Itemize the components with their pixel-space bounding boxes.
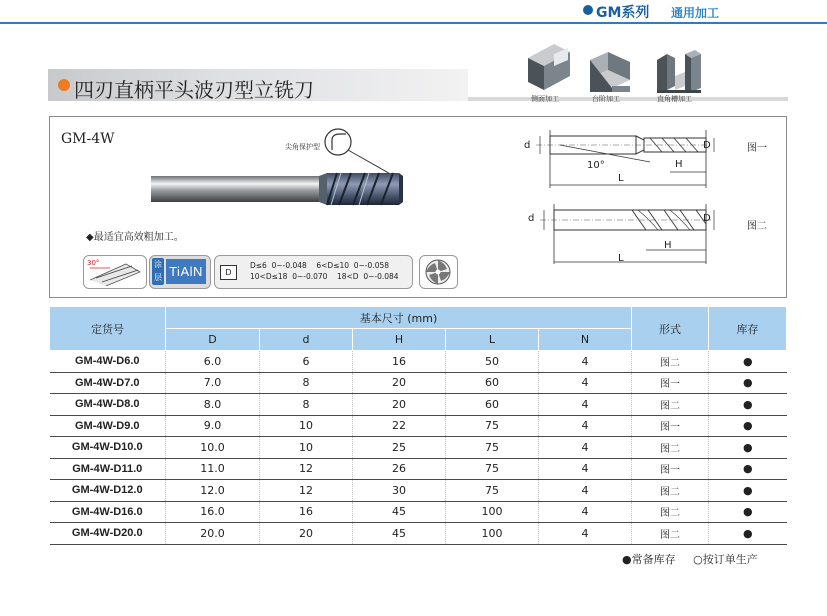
column-header-N: N	[539, 329, 632, 351]
cell-stock: ●	[709, 415, 787, 437]
figure1-label: 图一	[747, 143, 767, 154]
cell-L: 75	[446, 437, 539, 459]
shape-label-slot: 直角槽加工	[657, 95, 692, 103]
cell-L: 75	[446, 480, 539, 502]
cell-d: 6	[260, 351, 353, 373]
cell-code: GM-4W-D12.0	[50, 480, 166, 502]
cell-L: 60	[446, 394, 539, 416]
cell-H: 30	[353, 480, 446, 502]
cell-d: 8	[260, 394, 353, 416]
cell-L: 75	[446, 458, 539, 480]
figure1-L-label: L	[618, 173, 624, 184]
cell-D: 16.0	[166, 501, 260, 523]
flute-count-badge	[419, 255, 458, 289]
column-header-d: d	[260, 329, 353, 351]
legend-made-to-order: ○按订单生产	[693, 553, 758, 566]
cell-d: 8	[260, 372, 353, 394]
cell-D: 8.0	[166, 394, 260, 416]
title-bullet-icon	[58, 79, 70, 91]
series-bullet-icon	[583, 5, 593, 15]
series-subtitle: 通用加工	[671, 6, 720, 20]
cell-H: 25	[353, 437, 446, 459]
cell-code: GM-4W-D9.0	[50, 415, 166, 437]
cell-code: GM-4W-D7.0	[50, 372, 166, 394]
page-title: 四刃直柄平头波刃型立铣刀	[74, 78, 314, 102]
cell-code: GM-4W-D10.0	[50, 437, 166, 459]
cell-N: 4	[539, 415, 632, 437]
cell-stock: ●	[709, 351, 787, 373]
table-row	[50, 415, 787, 437]
cell-code: GM-4W-D16.0	[50, 501, 166, 523]
code-column-header: 定货号	[50, 307, 166, 351]
cell-form: 图二	[632, 394, 709, 416]
cell-d: 20	[260, 523, 353, 545]
slot-milling-icon	[655, 46, 703, 94]
cell-d: 16	[260, 501, 353, 523]
cell-stock: ●	[709, 480, 787, 502]
coating-badge	[149, 255, 211, 289]
cell-D: 11.0	[166, 458, 260, 480]
helix-angle-badge	[83, 255, 147, 289]
table-row	[50, 501, 787, 523]
table-row	[50, 372, 787, 394]
table-row	[50, 437, 787, 459]
cell-D: 6.0	[166, 351, 260, 373]
cell-D: 12.0	[166, 480, 260, 502]
stock-column-header: 库存	[709, 307, 787, 351]
cell-stock: ●	[709, 437, 787, 459]
cell-L: 75	[446, 415, 539, 437]
cell-D: 20.0	[166, 523, 260, 545]
series-name: GM系列	[596, 5, 650, 21]
figure2-L-label: L	[618, 253, 624, 264]
cell-stock: ●	[709, 458, 787, 480]
figure1-d-label: d	[524, 140, 531, 151]
cell-stock: ●	[709, 523, 787, 545]
step-milling-icon	[586, 46, 634, 94]
cell-L: 60	[446, 372, 539, 394]
cell-L: 100	[446, 523, 539, 545]
cell-form: 图二	[632, 523, 709, 545]
cell-N: 4	[539, 372, 632, 394]
cell-code: GM-4W-D8.0	[50, 394, 166, 416]
column-header-L: L	[446, 329, 539, 351]
cell-code: GM-4W-D6.0	[50, 351, 166, 373]
stock-legend	[622, 551, 758, 567]
spec-table	[49, 306, 787, 545]
figure2-d-label: d	[528, 213, 535, 224]
cell-H: 45	[353, 523, 446, 545]
legend-in-stock: ●常备库存	[622, 553, 676, 566]
cell-H: 16	[353, 351, 446, 373]
shape-label-side: 侧面加工	[531, 95, 559, 103]
cell-D: 10.0	[166, 437, 260, 459]
side-milling-icon	[524, 40, 572, 94]
figure2-label: 图二	[747, 221, 767, 232]
cell-form: 图二	[632, 437, 709, 459]
form-column-header: 形式	[632, 307, 709, 351]
table-row	[50, 523, 787, 545]
cell-stock: ●	[709, 501, 787, 523]
figure2-D-label: D	[703, 213, 711, 224]
tolerance-symbol: D	[220, 265, 237, 280]
cell-L: 50	[446, 351, 539, 373]
dimension-group-header: 基本尺寸 (mm)	[166, 307, 632, 329]
table-row	[50, 458, 787, 480]
cell-form: 图一	[632, 415, 709, 437]
cell-N: 4	[539, 501, 632, 523]
cell-D: 7.0	[166, 372, 260, 394]
coating-cn-label: 涂层	[152, 258, 164, 285]
cell-N: 4	[539, 480, 632, 502]
column-header-H: H	[353, 329, 446, 351]
figure1-drawing	[520, 122, 720, 202]
coating-name: TiAlN	[166, 259, 206, 284]
table-row	[50, 351, 787, 373]
spec-table-body	[50, 351, 787, 545]
cell-form: 图二	[632, 480, 709, 502]
cell-H: 26	[353, 458, 446, 480]
cell-stock: ●	[709, 394, 787, 416]
cell-d: 12	[260, 458, 353, 480]
cell-d: 10	[260, 437, 353, 459]
cell-N: 4	[539, 394, 632, 416]
shape-label-step: 台阶加工	[592, 95, 620, 103]
figure1-D-label: D	[703, 140, 711, 151]
cell-D: 9.0	[166, 415, 260, 437]
cell-H: 20	[353, 394, 446, 416]
cell-H: 22	[353, 415, 446, 437]
cell-code: GM-4W-D11.0	[50, 458, 166, 480]
cell-d: 10	[260, 415, 353, 437]
cell-H: 45	[353, 501, 446, 523]
cell-stock: ●	[709, 372, 787, 394]
figure1-H-label: H	[675, 159, 683, 170]
cell-form: 图一	[632, 458, 709, 480]
cell-code: GM-4W-D20.0	[50, 523, 166, 545]
cell-N: 4	[539, 523, 632, 545]
tolerance-badge	[214, 255, 413, 289]
cell-form: 图二	[632, 501, 709, 523]
feature-note: ◆最适宜高效粗加工。	[86, 232, 184, 243]
table-row	[50, 480, 787, 502]
four-flute-icon	[423, 257, 453, 287]
cell-L: 100	[446, 501, 539, 523]
cell-H: 20	[353, 372, 446, 394]
figure2-H-label: H	[664, 240, 672, 251]
figure1-angle-label: 10°	[587, 160, 605, 171]
cell-d: 12	[260, 480, 353, 502]
tolerance-line-1: D≤6 0~-0.048 6<D≤10 0~-0.058	[250, 261, 390, 270]
cell-N: 4	[539, 458, 632, 480]
end-mill-photo	[151, 170, 411, 210]
column-header-D: D	[166, 329, 260, 351]
table-row	[50, 394, 787, 416]
tolerance-line-2: 10<D≤18 0~-0.070 18<D 0~-0.084	[250, 272, 399, 281]
cell-N: 4	[539, 437, 632, 459]
cell-form: 图一	[632, 372, 709, 394]
helix-angle-value: 30°	[87, 259, 100, 267]
cell-form: 图二	[632, 351, 709, 373]
model-label: GM-4W	[61, 131, 115, 147]
tip-protection-label: 尖角保护型	[285, 143, 320, 151]
cell-N: 4	[539, 351, 632, 373]
title-underline	[468, 97, 788, 101]
